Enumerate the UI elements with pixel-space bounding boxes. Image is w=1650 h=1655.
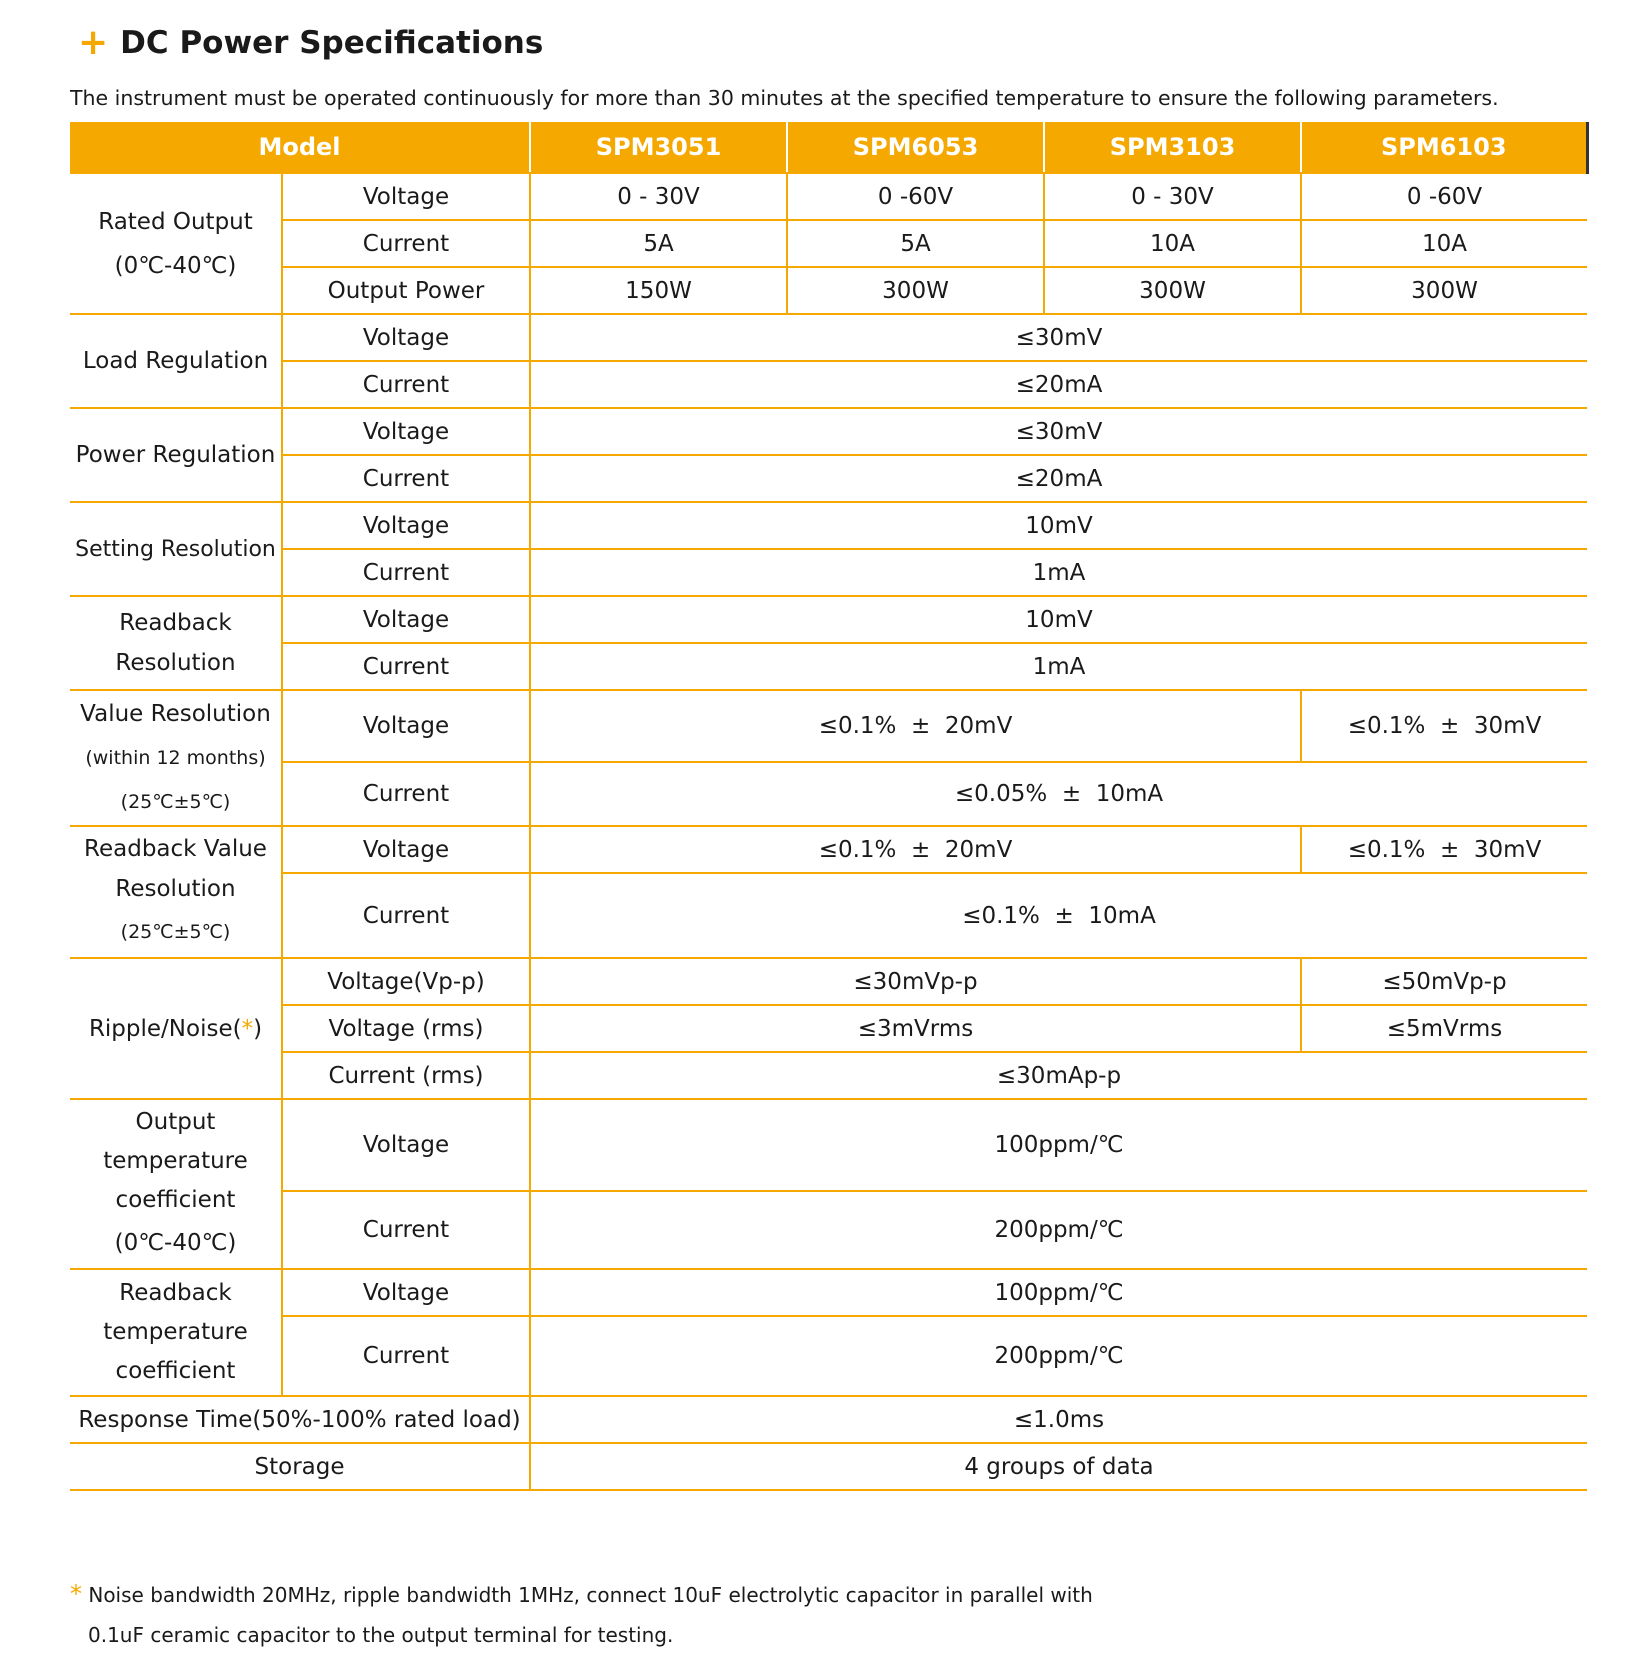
table-row [70,1443,1587,1490]
storage-label: Storage [70,1443,530,1490]
value-res-voltage-cell: ≤0.1% ± 30mV [1301,690,1587,762]
table-row [70,643,1587,690]
header-spm6103: SPM6103 [1301,122,1587,173]
voltage-label: Voltage [282,502,530,549]
readback-res-voltage-cell: 10mV [530,596,1587,643]
readback-temp-line3: coefficient [115,1358,236,1384]
readback-temp-line1: Readback [119,1280,232,1306]
readback-val-voltage-cell: ≤0.1% ± 20mV [530,826,1301,873]
table-row [70,408,1587,455]
readback-temp-current-cell: 200ppm/℃ [530,1316,1587,1396]
table-row [70,762,1587,826]
table-row [70,1099,1587,1191]
current-label: Current [282,549,530,596]
rated-power-cell: 150W [530,267,787,314]
rated-power-cell: 300W [787,267,1044,314]
asterisk-mark: * [70,1580,82,1608]
table-row [70,173,1587,220]
voltage-label: Voltage [282,408,530,455]
rated-output-label [70,173,282,314]
header-spm6053: SPM6053 [787,122,1044,173]
storage-cell: 4 groups of data [530,1443,1587,1490]
rated-current-cell: 5A [787,220,1044,267]
voltage-vpp-label: Voltage(Vp-p) [282,958,530,1005]
ripple-vrms-cell: ≤5mVrms [1301,1005,1587,1052]
value-resolution-sub1: (within 12 months) [85,747,266,769]
current-label: Current [282,220,530,267]
value-resolution-title: Value Resolution [80,701,271,727]
table-row [70,1316,1587,1396]
current-label: Current [282,455,530,502]
ripple-noise-close: ) [253,1015,263,1042]
readback-value-line2: Resolution [115,876,236,902]
setting-resolution-label: Setting Resolution [70,502,282,596]
header-model: Model [70,122,530,173]
table-row [70,502,1587,549]
power-reg-current-cell: ≤20mA [530,455,1587,502]
power-regulation-label: Power Regulation [70,408,282,502]
plus-icon: + [78,22,109,63]
output-temp-line2: temperature [103,1147,248,1174]
voltage-label: Voltage [282,314,530,361]
table-row [70,455,1587,502]
readback-temp-coeff-label [70,1269,282,1396]
value-resolution-label [70,690,282,826]
table-row [70,361,1587,408]
readback-value-sub: (25℃±5℃) [120,921,231,943]
table-row [70,596,1587,643]
value-res-voltage-cell: ≤0.1% ± 20mV [530,690,1301,762]
value-res-current-cell: ≤0.05% ± 10mA [530,762,1587,826]
footnote-line1 [70,1574,1093,1615]
voltage-label: Voltage [282,1269,530,1316]
setting-res-voltage-cell: 10mV [530,502,1587,549]
header-spm3103: SPM3103 [1044,122,1301,173]
table-row [70,549,1587,596]
table-row [70,267,1587,314]
table-row [70,1269,1587,1316]
rated-output-title: Rated Output [98,208,253,235]
ripple-vpp-cell: ≤50mVp-p [1301,958,1587,1005]
ripple-vpp-cell: ≤30mVp-p [530,958,1301,1005]
table-row [70,690,1587,762]
rated-power-cell: 300W [1044,267,1301,314]
ripple-noise-label [70,958,282,1099]
ripple-irms-cell: ≤30mAp-p [530,1052,1587,1099]
voltage-label: Voltage [282,596,530,643]
table-row [70,958,1587,1005]
current-label: Current [282,873,530,958]
current-label: Current [282,762,530,826]
header-spm3051: SPM3051 [530,122,787,173]
voltage-label: Voltage [282,690,530,762]
rated-output-temp: (0℃-40℃) [114,252,237,279]
footnote-text1: Noise bandwidth 20MHz, ripple bandwidth 1MHz, connect 10uF electrolytic capacitor in parallel with [88,1583,1093,1607]
readback-temp-line2: temperature [103,1319,248,1345]
voltage-label: Voltage [282,173,530,220]
current-label: Current [282,1316,530,1396]
table-row [70,314,1587,361]
rated-voltage-cell: 0 - 30V [530,173,787,220]
footnote [70,1574,1093,1655]
current-label: Current [282,1191,530,1269]
current-label: Current [282,361,530,408]
output-temp-current-cell: 200ppm/℃ [530,1191,1587,1269]
table-row [70,1396,1587,1443]
readback-val-current-cell: ≤0.1% ± 10mA [530,873,1587,958]
table-header-row [70,122,1587,173]
rated-power-cell: 300W [1301,267,1587,314]
asterisk-mark: * [241,1015,254,1042]
table-row [70,1052,1587,1099]
output-temp-sub: (0℃-40℃) [114,1229,237,1256]
rated-voltage-cell: 0 -60V [1301,173,1587,220]
table-row [70,1191,1587,1269]
table-row [70,220,1587,267]
power-reg-voltage-cell: ≤30mV [530,408,1587,455]
page-title [78,22,543,63]
load-regulation-label: Load Regulation [70,314,282,408]
readback-temp-voltage-cell: 100ppm/℃ [530,1269,1587,1316]
table-row [70,1005,1587,1052]
footnote-line2: 0.1uF ceramic capacitor to the output terminal for testing. [88,1623,674,1647]
spec-table [70,122,1589,1491]
rated-current-cell: 10A [1044,220,1301,267]
readback-resolution-line1: Readback [119,610,232,636]
page-title-text: DC Power Specifications [120,24,544,61]
load-reg-voltage-cell: ≤30mV [530,314,1587,361]
ripple-noise-text: Ripple/Noise( [88,1015,242,1042]
output-temp-line1: Output [135,1108,216,1135]
voltage-rms-label: Voltage (rms) [282,1005,530,1052]
voltage-label: Voltage [282,1099,530,1191]
rated-voltage-cell: 0 -60V [787,173,1044,220]
output-temp-line3: coefficient [115,1186,236,1213]
intro-text: The instrument must be operated continuously for more than 30 minutes at the specified temperature to ensure the following parameters. [70,86,1499,110]
readback-val-voltage-cell: ≤0.1% ± 30mV [1301,826,1587,873]
rated-voltage-cell: 0 - 30V [1044,173,1301,220]
current-rms-label: Current (rms) [282,1052,530,1099]
rated-current-cell: 5A [530,220,787,267]
output-power-label: Output Power [282,267,530,314]
table-row [70,826,1587,873]
table-row [70,873,1587,958]
readback-value-resolution-label [70,826,282,958]
output-temp-voltage-cell: 100ppm/℃ [530,1099,1587,1191]
output-temp-coeff-label [70,1099,282,1269]
setting-res-current-cell: 1mA [530,549,1587,596]
ripple-vrms-cell: ≤3mVrms [530,1005,1301,1052]
rated-current-cell: 10A [1301,220,1587,267]
response-time-cell: ≤1.0ms [530,1396,1587,1443]
readback-res-current-cell: 1mA [530,643,1587,690]
load-reg-current-cell: ≤20mA [530,361,1587,408]
readback-resolution-line2: Resolution [115,650,236,676]
voltage-label: Voltage [282,826,530,873]
readback-resolution-label [70,596,282,690]
readback-value-line1: Readback Value [84,836,267,862]
current-label: Current [282,643,530,690]
value-resolution-sub2: (25℃±5℃) [120,791,231,813]
response-time-label: Response Time(50%-100% rated load) [70,1396,530,1443]
